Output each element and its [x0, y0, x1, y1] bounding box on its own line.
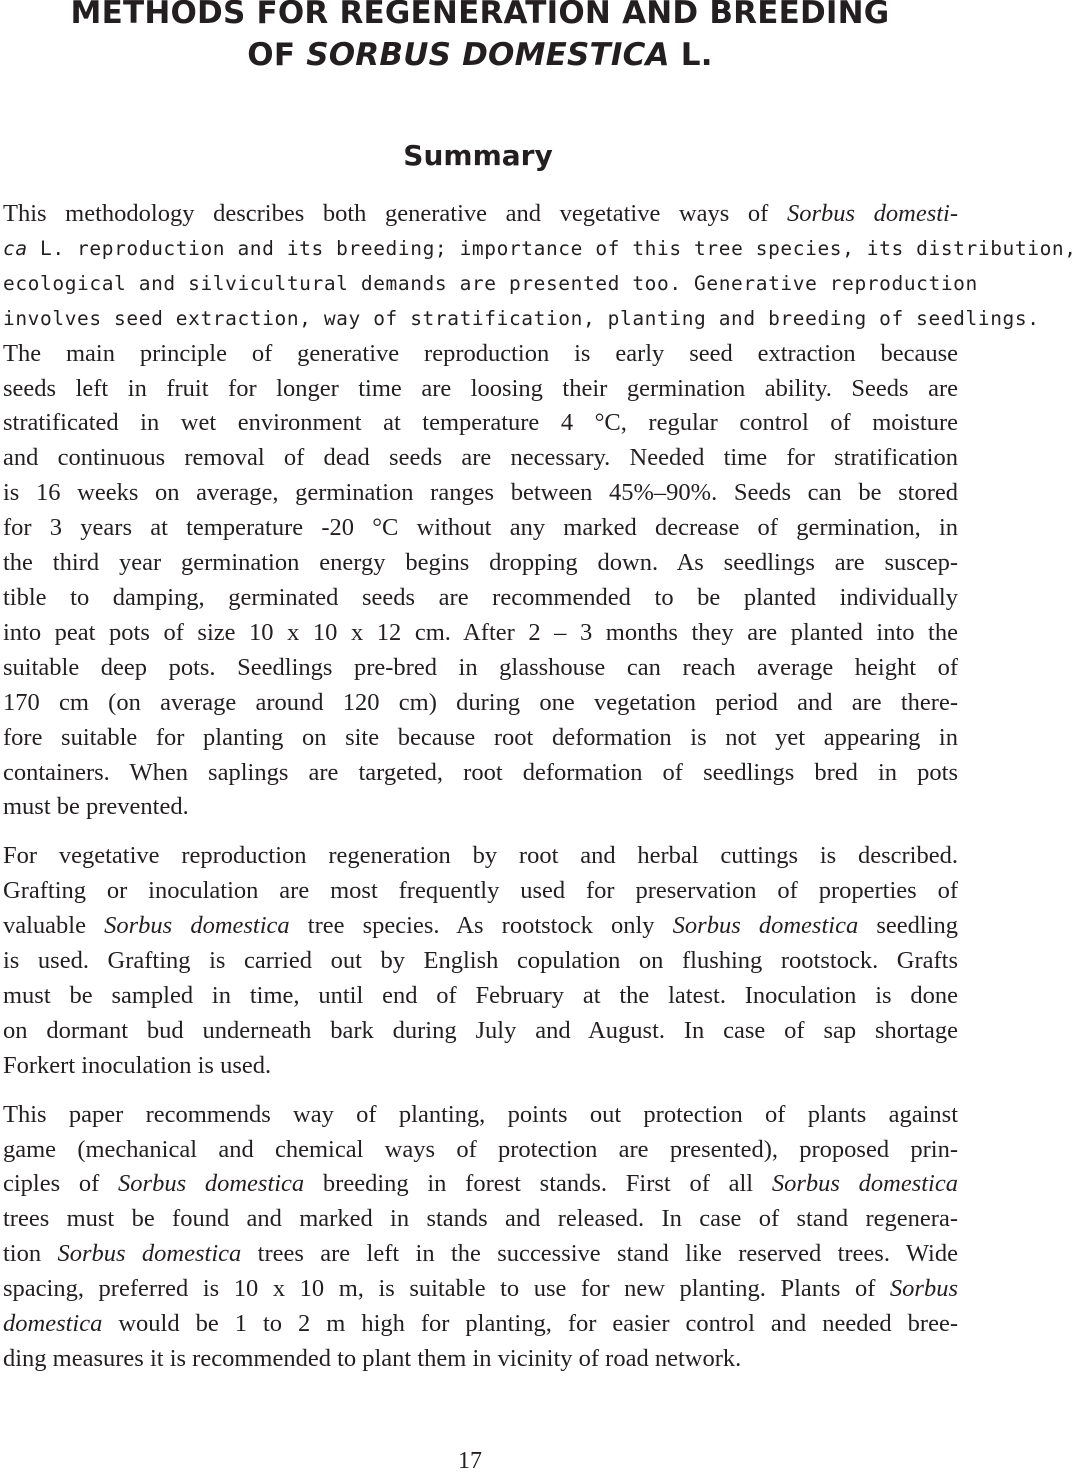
summary-paragraph-2	[3, 839, 958, 1083]
text-line: Forkert inoculation is used.	[3, 1051, 272, 1079]
text-line: suitable deep pots. Seedlings pre-bred in glasshouse can reach average height of	[3, 653, 958, 681]
text-line: trees must be found and marked in stands and released. In case of stand regenera-	[3, 1205, 958, 1233]
title-line-2-suffix: L.	[669, 37, 713, 73]
title-line-2-prefix: OF	[247, 37, 307, 73]
text-line: for 3 years at temperature -20 °C without any marked decrease of germination, in	[3, 514, 958, 542]
text-line: Grafting or inoculation are most frequently used for preservation of properties of	[3, 877, 958, 905]
text-line: into peat pots of size 10 x 10 x 12 cm. After 2 – 3 months they are planted into the	[3, 618, 958, 646]
text-line: tion Sorbus domestica trees are left in the successive stand like reserved trees. Wide	[3, 1240, 958, 1268]
text-line: ding measures it is recommended to plant them in vicinity of road network.	[3, 1345, 742, 1372]
text-line: is 16 weeks on average, germination ranges between 45%–90%. Seeds can be stored	[3, 479, 958, 507]
text-line: is used. Grafting is carried out by English copulation on flushing rootstock. Grafts	[3, 947, 958, 975]
text-line: ecological and silvicultural demands are presented too. Generative reproduction	[3, 271, 978, 295]
text-line: fore suitable for planting on site because root deformation is not yet appearing in	[3, 723, 958, 751]
title-species-name: SORBUS DOMESTICA	[306, 37, 670, 73]
page-number: 17	[458, 1448, 482, 1474]
text-line: tible to damping, germinated seeds are recommended to be planted individually	[3, 583, 958, 611]
text-line: valuable Sorbus domestica tree species. As rootstock only Sorbus domestica seedling	[3, 912, 958, 940]
summary-paragraph-3	[3, 1098, 958, 1377]
text-line: game (mechanical and chemical ways of protection are presented), proposed prin-	[3, 1135, 958, 1163]
text-line: on dormant bud underneath bark during July and August. In case of sap shortage	[3, 1016, 958, 1044]
text-line: seeds left in fruit for longer time are loosing their germination ability. Seeds are	[3, 374, 958, 402]
title-line-2	[0, 34, 960, 76]
text-line: spacing, preferred is 10 x 10 m, is suitable to use for new planting. Plants of Sorbus	[3, 1275, 958, 1303]
text-line: must be sampled in time, until end of February at the latest. Inoculation is done	[3, 981, 958, 1009]
text-line: This methodology describes both generative and vegetative ways of Sorbus domesti-	[3, 200, 958, 227]
text-line: For vegetative reproduction regeneration by root and herbal cuttings is described.	[3, 842, 958, 870]
summary-body	[3, 197, 1077, 1377]
document-title	[0, 0, 960, 76]
text-line: containers. When saplings are targeted, root deformation of seedlings bred in pots	[3, 758, 958, 786]
summary-paragraph-1	[3, 197, 1077, 825]
title-line-1: METHODS FOR REGENERATION AND BREEDING	[70, 0, 890, 31]
text-line: stratificated in wet environment at temperature 4 °C, regular control of moisture	[3, 409, 958, 437]
text-line: 170 cm (on average around 120 cm) during one vegetation period and are there-	[3, 688, 958, 716]
text-line: ca L. reproduction and its breeding; importance of this tree species, its distribution,	[3, 236, 1077, 260]
text-line: This paper recommends way of planting, points out protection of plants against	[3, 1100, 958, 1128]
text-line: The main principle of generative reproduction is early seed extraction because	[3, 339, 958, 367]
text-line: involves seed extraction, way of stratification, planting and breeding of seedlings.	[3, 306, 1040, 330]
text-line: and continuous removal of dead seeds are necessary. Needed time for stratification	[3, 444, 958, 472]
text-line: must be prevented.	[3, 793, 189, 821]
summary-heading: Summary	[403, 139, 553, 172]
text-line: domestica would be 1 to 2 m high for planting, for easier control and needed bree-	[3, 1310, 958, 1338]
text-line: ciples of Sorbus domestica breeding in forest stands. First of all Sorbus domestica	[3, 1170, 958, 1198]
text-line: the third year germination energy begins dropping down. As seedlings are suscep-	[3, 549, 958, 577]
